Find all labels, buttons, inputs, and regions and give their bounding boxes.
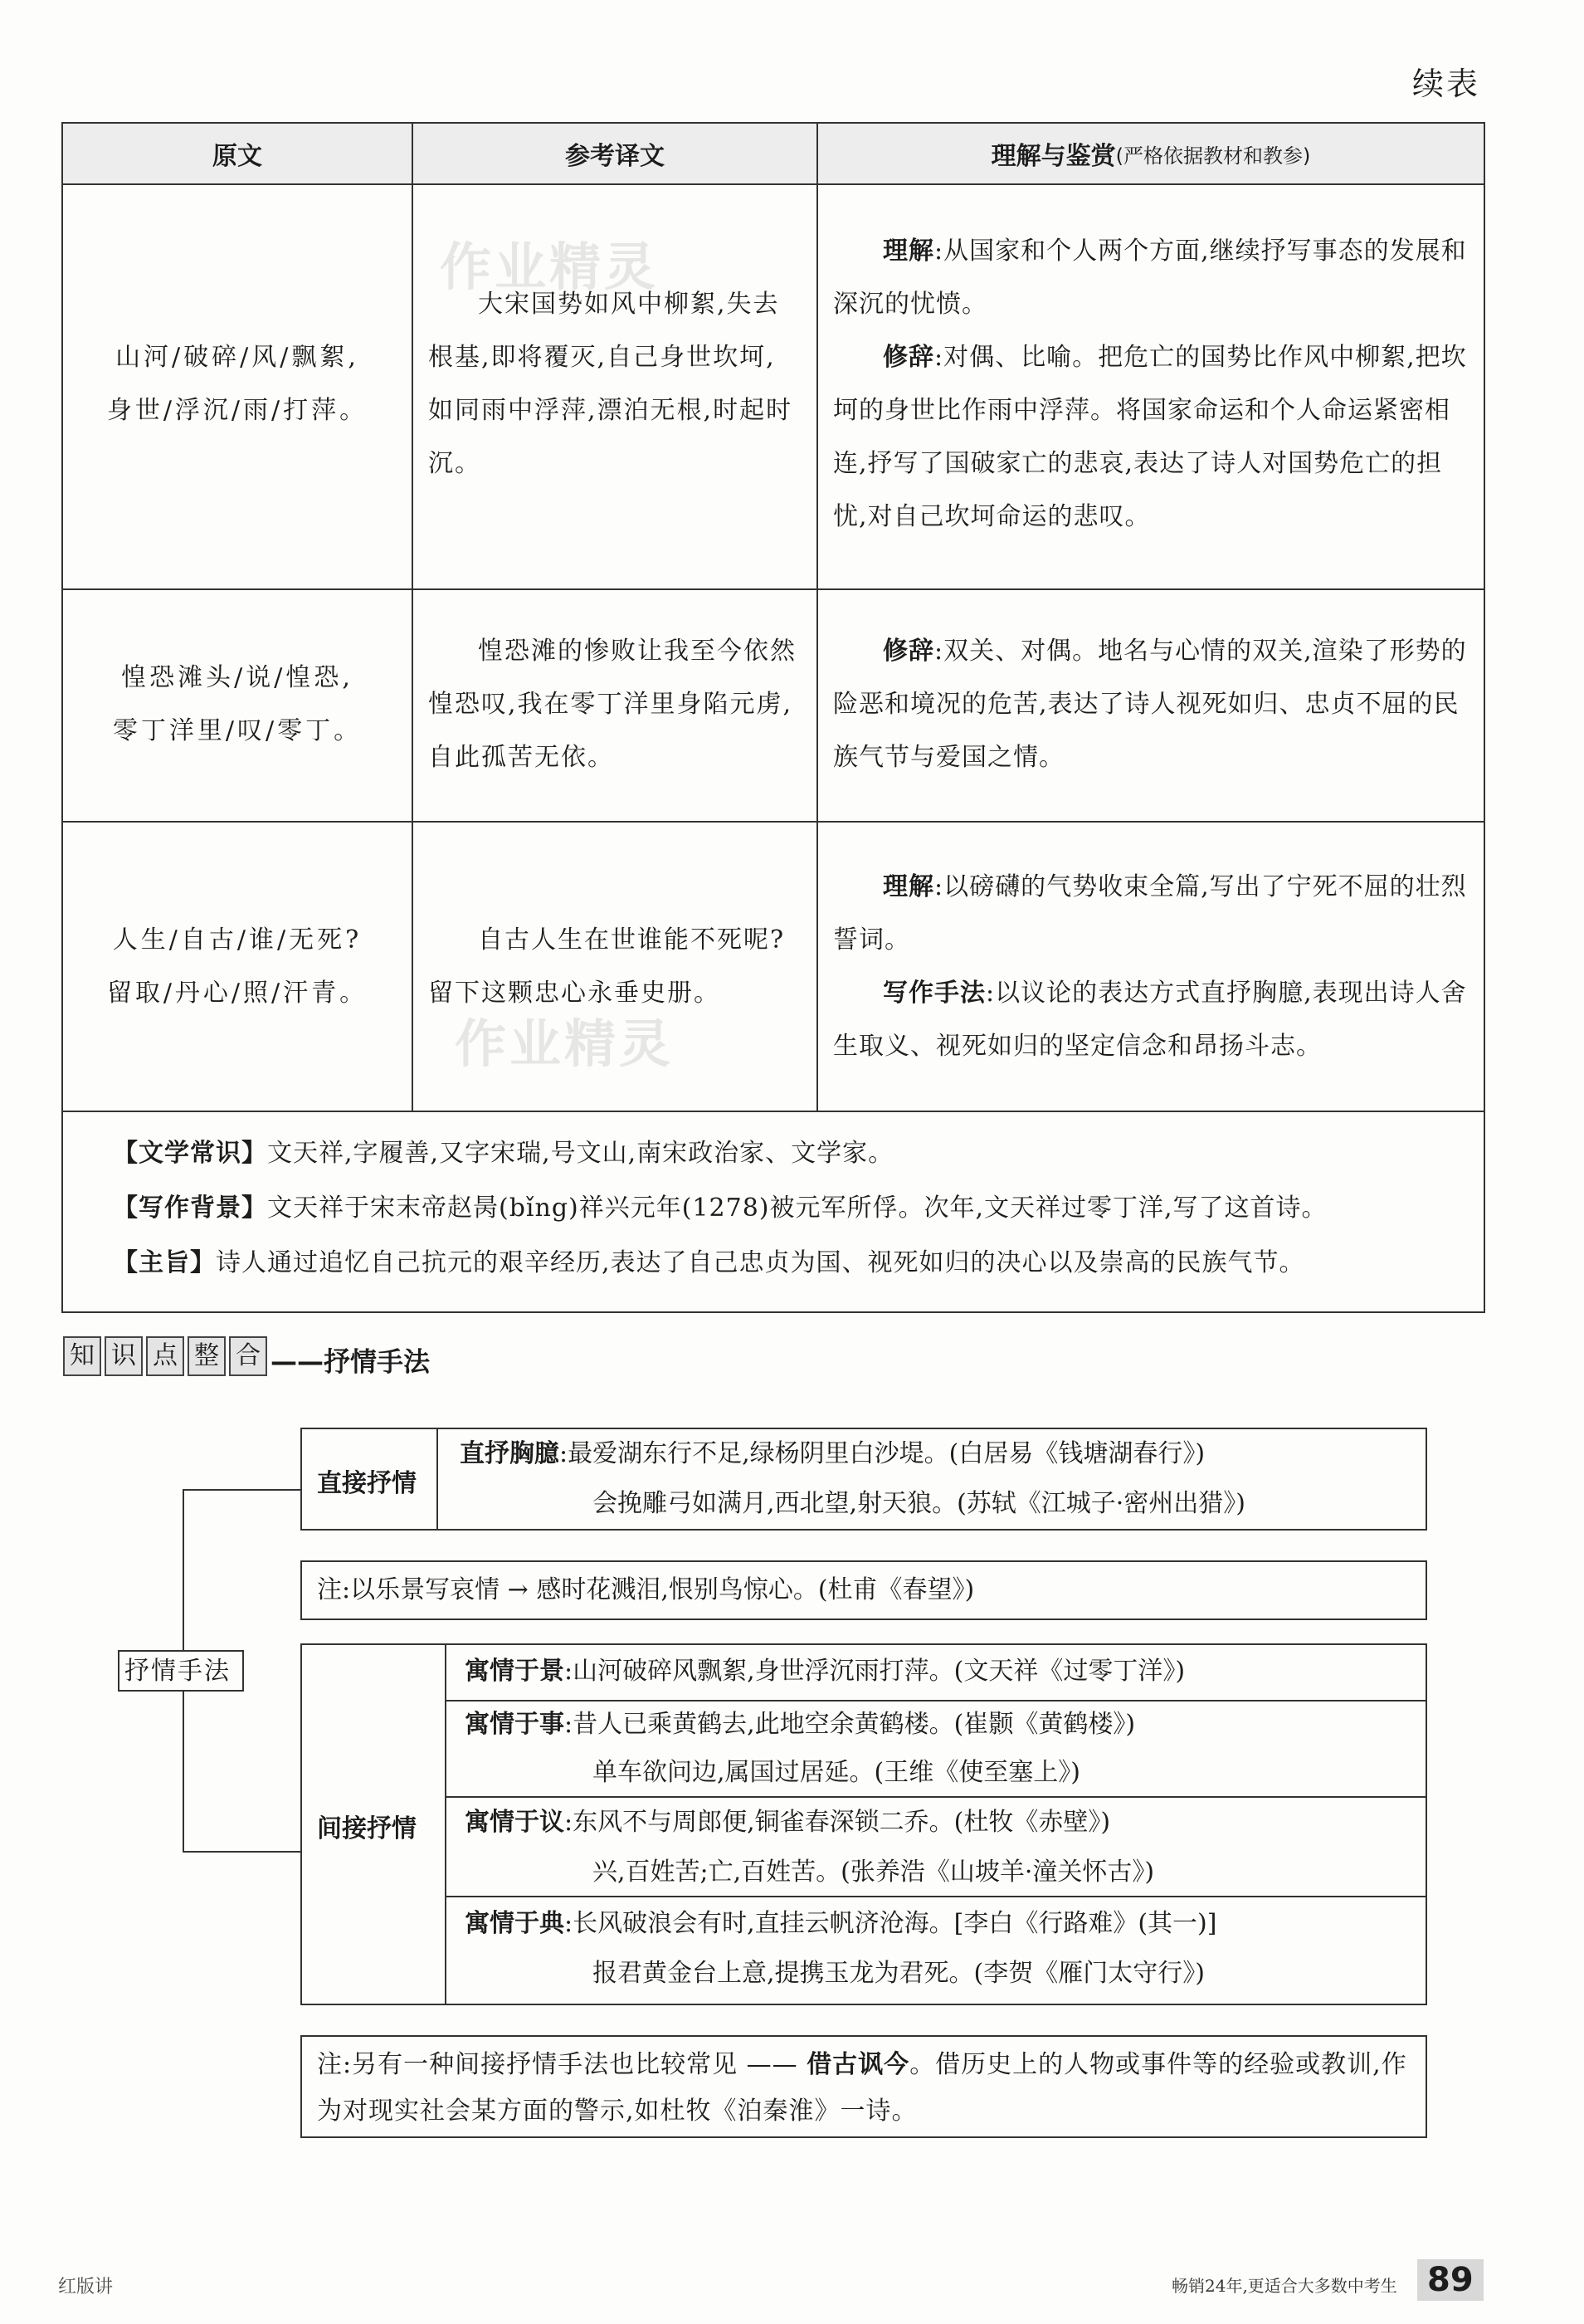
header-appreciation: [818, 124, 1484, 183]
row1-original-line2: 身世/浮沉/雨/打萍。: [106, 396, 368, 425]
direct-line1: 直抒胸臆:最爱湖东行不足,绿杨阴里白沙堤。(白居易《钱塘湖春行》): [460, 1439, 1206, 1468]
row1-original-line1: 山河/破碎/风/飘絮,: [115, 343, 359, 372]
root-box: [118, 1650, 244, 1692]
section-title: [63, 1336, 430, 1379]
direct-box: [300, 1428, 1427, 1531]
footer-slogan: 畅销24年,更适合大多数中考生: [1172, 2276, 1397, 2296]
row1-p2-label: 修辞: [883, 343, 934, 372]
note1-box: [300, 1560, 1427, 1620]
direct-label: 直接抒情: [317, 1469, 417, 1498]
note-background-text: 文天祥于宋末帝赵昺(bǐng)祥兴元年(1278)被元军所俘。次年,文天祥过零丁洋,写了这首诗。: [267, 1194, 1328, 1223]
row3-p1-text: :以磅礴的气势收束全篇,写出了宁死不屈的壮烈誓词。: [833, 872, 1467, 954]
indirect-label: 间接抒情: [317, 1814, 417, 1843]
note-theme: [113, 1236, 1474, 1291]
row3-original: [63, 914, 412, 1020]
indirect-item2: 寓情于事:昔人已乘黄鹤去,此地空余黄鹤楼。(崔颢《黄鹤楼》): [465, 1710, 1136, 1739]
poem-table: [61, 122, 1485, 1313]
page-number: 89: [1417, 2259, 1484, 2301]
note-background: [113, 1181, 1474, 1236]
indirect-item3: 寓情于议:东风不与周郎便,铜雀春深锁二乔。(杜牧《赤壁》): [465, 1808, 1111, 1837]
header-appreciation-label: 理解与鉴赏: [991, 142, 1116, 171]
row1-original: [63, 331, 412, 437]
note-literary: [113, 1126, 1474, 1181]
row3-p2-text: :以议论的表达方式直抒胸臆,表现出诗人舍生取义、视死如归的坚定信念和昂扬斗志。: [833, 979, 1467, 1061]
row3-p1-label: 理解: [883, 872, 934, 901]
row2-original: [63, 652, 412, 758]
row3-original-line1: 人生/自古/谁/无死?: [112, 925, 363, 954]
row2-p1-label: 修辞: [883, 637, 934, 666]
root-label: 抒情手法: [124, 1657, 231, 1686]
row2-appreciation: [833, 625, 1472, 784]
indirect-item4: 寓情于典:长风破浪会有时,直挂云帆济沧海。[李白《行路难》(其一)]: [465, 1909, 1217, 1938]
direct-line2: 会挽雕弓如满月,西北望,射天狼。(苏轼《江城子·密州出猎》): [592, 1489, 1246, 1518]
row1-p1-text: :从国家和个人两个方面,继续抒写事态的发展和深沉的忧愤。: [833, 237, 1467, 319]
row1-translation: 大宋国势如风中柳絮,失去根基,即将覆灭,自己身世坎坷,如同雨中浮萍,漂泊无根,时起时沉。: [428, 290, 793, 478]
row3-appreciation: [833, 861, 1472, 1073]
indirect-item3-line2: 兴,百姓苦;亡,百姓苦。(张养浩《山坡羊·潼关怀古》): [592, 1858, 1155, 1887]
note2-box: [300, 2035, 1427, 2138]
row3-translation: 自古人生在世谁能不死呢?留下这颗忠心永垂史册。: [428, 925, 786, 1008]
section-box-4: 整: [188, 1336, 226, 1376]
row2-original-line2: 零丁洋里/叹/零丁。: [112, 716, 363, 745]
section-title-text: ——抒情手法: [270, 1345, 431, 1378]
section-box-1: 知: [63, 1336, 101, 1376]
note-theme-label: 【主旨】: [113, 1248, 216, 1277]
footer-brand: 红版讲: [58, 2277, 114, 2297]
indirect-box: [300, 1643, 1427, 2005]
row1-p2-text: :对偶、比喻。把危亡的国势比作风中柳絮,把坎坷的身世比作雨中浮萍。将国家命运和个人命运紧密相连,抒写了国破家亡的悲哀,表达了诗人对国势危亡的担忧,对自己坎坷命运的悲叹。: [833, 343, 1467, 531]
note-literary-text: 文天祥,字履善,又字宋瑞,号文山,南宋政治家、文学家。: [267, 1139, 894, 1168]
watermark-top: 作业精灵: [440, 237, 660, 297]
note1-text: 注:以乐景写哀情 → 感时花溅泪,恨别鸟惊心。(杜甫《春望》): [317, 1575, 975, 1604]
indirect-item1: 寓情于景:山河破碎风飘絮,身世浮沉雨打萍。(文天祥《过零丁洋》): [465, 1657, 1186, 1686]
header-translation: 参考译文: [413, 124, 816, 183]
indirect-item2-line2: 单车欲问边,属国过居延。(王维《使至塞上》): [592, 1758, 1080, 1787]
direct-item-label: 直抒胸臆: [460, 1439, 559, 1468]
row3-original-line2: 留取/丹心/照/汗青。: [106, 979, 368, 1008]
header-original: 原文: [63, 124, 412, 183]
row1-appreciation: [833, 225, 1472, 544]
row2-p1-text: :双关、对偶。地名与心情的双关,渲染了形势的险恶和境况的危苦,表达了诗人视死如归、忠贞不屈的民族气节与爱国之情。: [833, 637, 1467, 772]
section-box-3: 点: [146, 1336, 184, 1376]
indirect-item4-line2: 报君黄金台上意,提携玉龙为君死。(李贺《雁门太守行》): [592, 1959, 1205, 1988]
note-theme-text: 诗人通过追忆自己抗元的艰辛经历,表达了自己忠贞为国、视死如归的决心以及崇高的民族气节。: [216, 1248, 1305, 1277]
section-box-5: 合: [229, 1336, 267, 1376]
note2-text: 注:另有一种间接抒情手法也比较常见 —— 借古讽今。借历史上的人物或事件等的经验或教训,作为对现实社会某方面的警示,如杜牧《泊秦淮》一诗。: [317, 2050, 1407, 2126]
row2-translation: 惶恐滩的惨败让我至今依然惶恐叹,我在零丁洋里身陷元虏,自此孤苦无依。: [428, 637, 797, 772]
header-appreciation-note: (严格依据教材和教参): [1115, 144, 1311, 168]
row2-original-line1: 惶恐滩头/说/惶恐,: [121, 663, 353, 692]
watermark-bottom: 作业精灵: [455, 1013, 675, 1074]
section-box-2: 识: [105, 1336, 143, 1376]
note-literary-label: 【文学常识】: [113, 1139, 267, 1168]
note-background-label: 【写作背景】: [113, 1194, 267, 1223]
row1-p1-label: 理解: [883, 237, 934, 266]
row3-p2-label: 写作手法: [883, 979, 986, 1008]
continued-label: 续表: [1411, 66, 1480, 102]
notes-block: [113, 1126, 1474, 1291]
